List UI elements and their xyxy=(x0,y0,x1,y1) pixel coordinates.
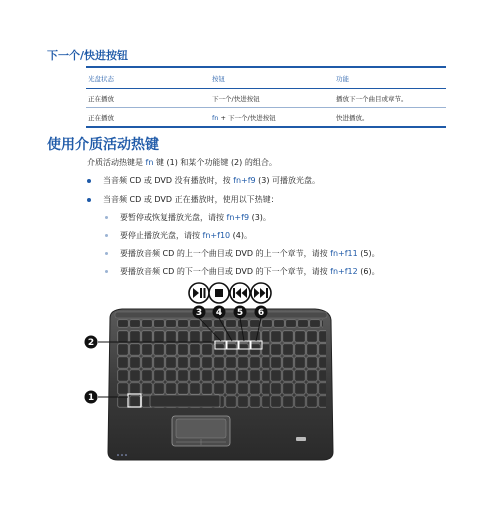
hotkey-link[interactable]: fn+f9 xyxy=(226,213,250,222)
callout-5 xyxy=(234,306,247,319)
callout-4 xyxy=(213,306,226,319)
svg-text:4: 4 xyxy=(215,308,223,318)
section-heading-next-button: 下一个/快进按钮 xyxy=(47,49,129,62)
cell-button: 下一个/快进按钮 xyxy=(210,89,334,108)
subbullet-tail: (6)。 xyxy=(357,267,380,276)
svg-text:1: 1 xyxy=(87,393,95,403)
svg-text:3: 3 xyxy=(195,308,203,318)
callout-6 xyxy=(255,306,268,319)
subbullet-text: 要暂停或恢复播放光盘，请按 xyxy=(120,213,227,222)
previous-track-icon xyxy=(230,283,250,303)
hotkey-link[interactable]: fn+f12 xyxy=(330,267,358,276)
spacebar-key xyxy=(150,395,220,407)
header-disc-state: 光盘状态 xyxy=(86,67,210,89)
cell-state: 正在播放 xyxy=(86,89,210,108)
svg-text:5: 5 xyxy=(236,308,244,318)
header-function: 功能 xyxy=(334,67,446,89)
cell-function: 播放下一个曲目或章节。 xyxy=(334,89,446,108)
svg-text:6: 6 xyxy=(257,308,265,318)
callout-1 xyxy=(85,391,98,404)
intro-text: 介质活动热键是 xyxy=(87,158,146,167)
hotkey-link[interactable]: fn+f10 xyxy=(202,231,231,240)
play-pause-icon xyxy=(189,283,209,303)
subbullet-text: 要播放音频 CD 的上一个曲目或 DVD 的上一个章节，请按 xyxy=(120,249,331,258)
fn-key-link[interactable]: fn xyxy=(145,158,154,167)
fn-key-link[interactable]: fn xyxy=(212,113,219,122)
cell-state: 正在播放 xyxy=(86,108,210,128)
numeric-keypad xyxy=(270,330,326,408)
subbullet-tail: (5)。 xyxy=(357,249,380,258)
cell-function: 快进播放。 xyxy=(334,108,446,128)
hotkey-link[interactable]: fn+f9 xyxy=(233,176,256,185)
subbullet-text: 要播放音频 CD 的下一个曲目或 DVD 的下一个章节，请按 xyxy=(120,267,331,276)
section-heading-media-hotkeys: 使用介质活动热键 xyxy=(47,137,159,153)
hotkey-link[interactable]: fn+f11 xyxy=(330,249,358,258)
touchpad xyxy=(172,416,230,446)
svg-text:2: 2 xyxy=(87,338,95,348)
bullet-text: 当音频 CD 或 DVD 正在播放时，使用以下热键： xyxy=(103,195,279,204)
stop-icon xyxy=(209,283,229,303)
header-button: 按钮 xyxy=(210,67,334,89)
subbullet-tail: (3)。 xyxy=(249,213,271,222)
bullet-tail: (3) 可播放光盘。 xyxy=(255,176,321,185)
intro-text-tail: 键 (1) 和某个功能键 (2) 的组合。 xyxy=(153,158,277,167)
subbullet-text: 要停止播放光盘，请按 xyxy=(120,231,203,240)
next-track-icon xyxy=(251,283,271,303)
subbullet-tail: (4)。 xyxy=(230,231,253,240)
logo-badge xyxy=(296,437,306,441)
cell-button-text: + 下一个/快进按钮 xyxy=(218,113,276,122)
bullet-text: 当音频 CD 或 DVD 没有播放时，按 xyxy=(103,176,234,185)
callout-2 xyxy=(85,336,98,349)
callout-3 xyxy=(193,306,206,319)
